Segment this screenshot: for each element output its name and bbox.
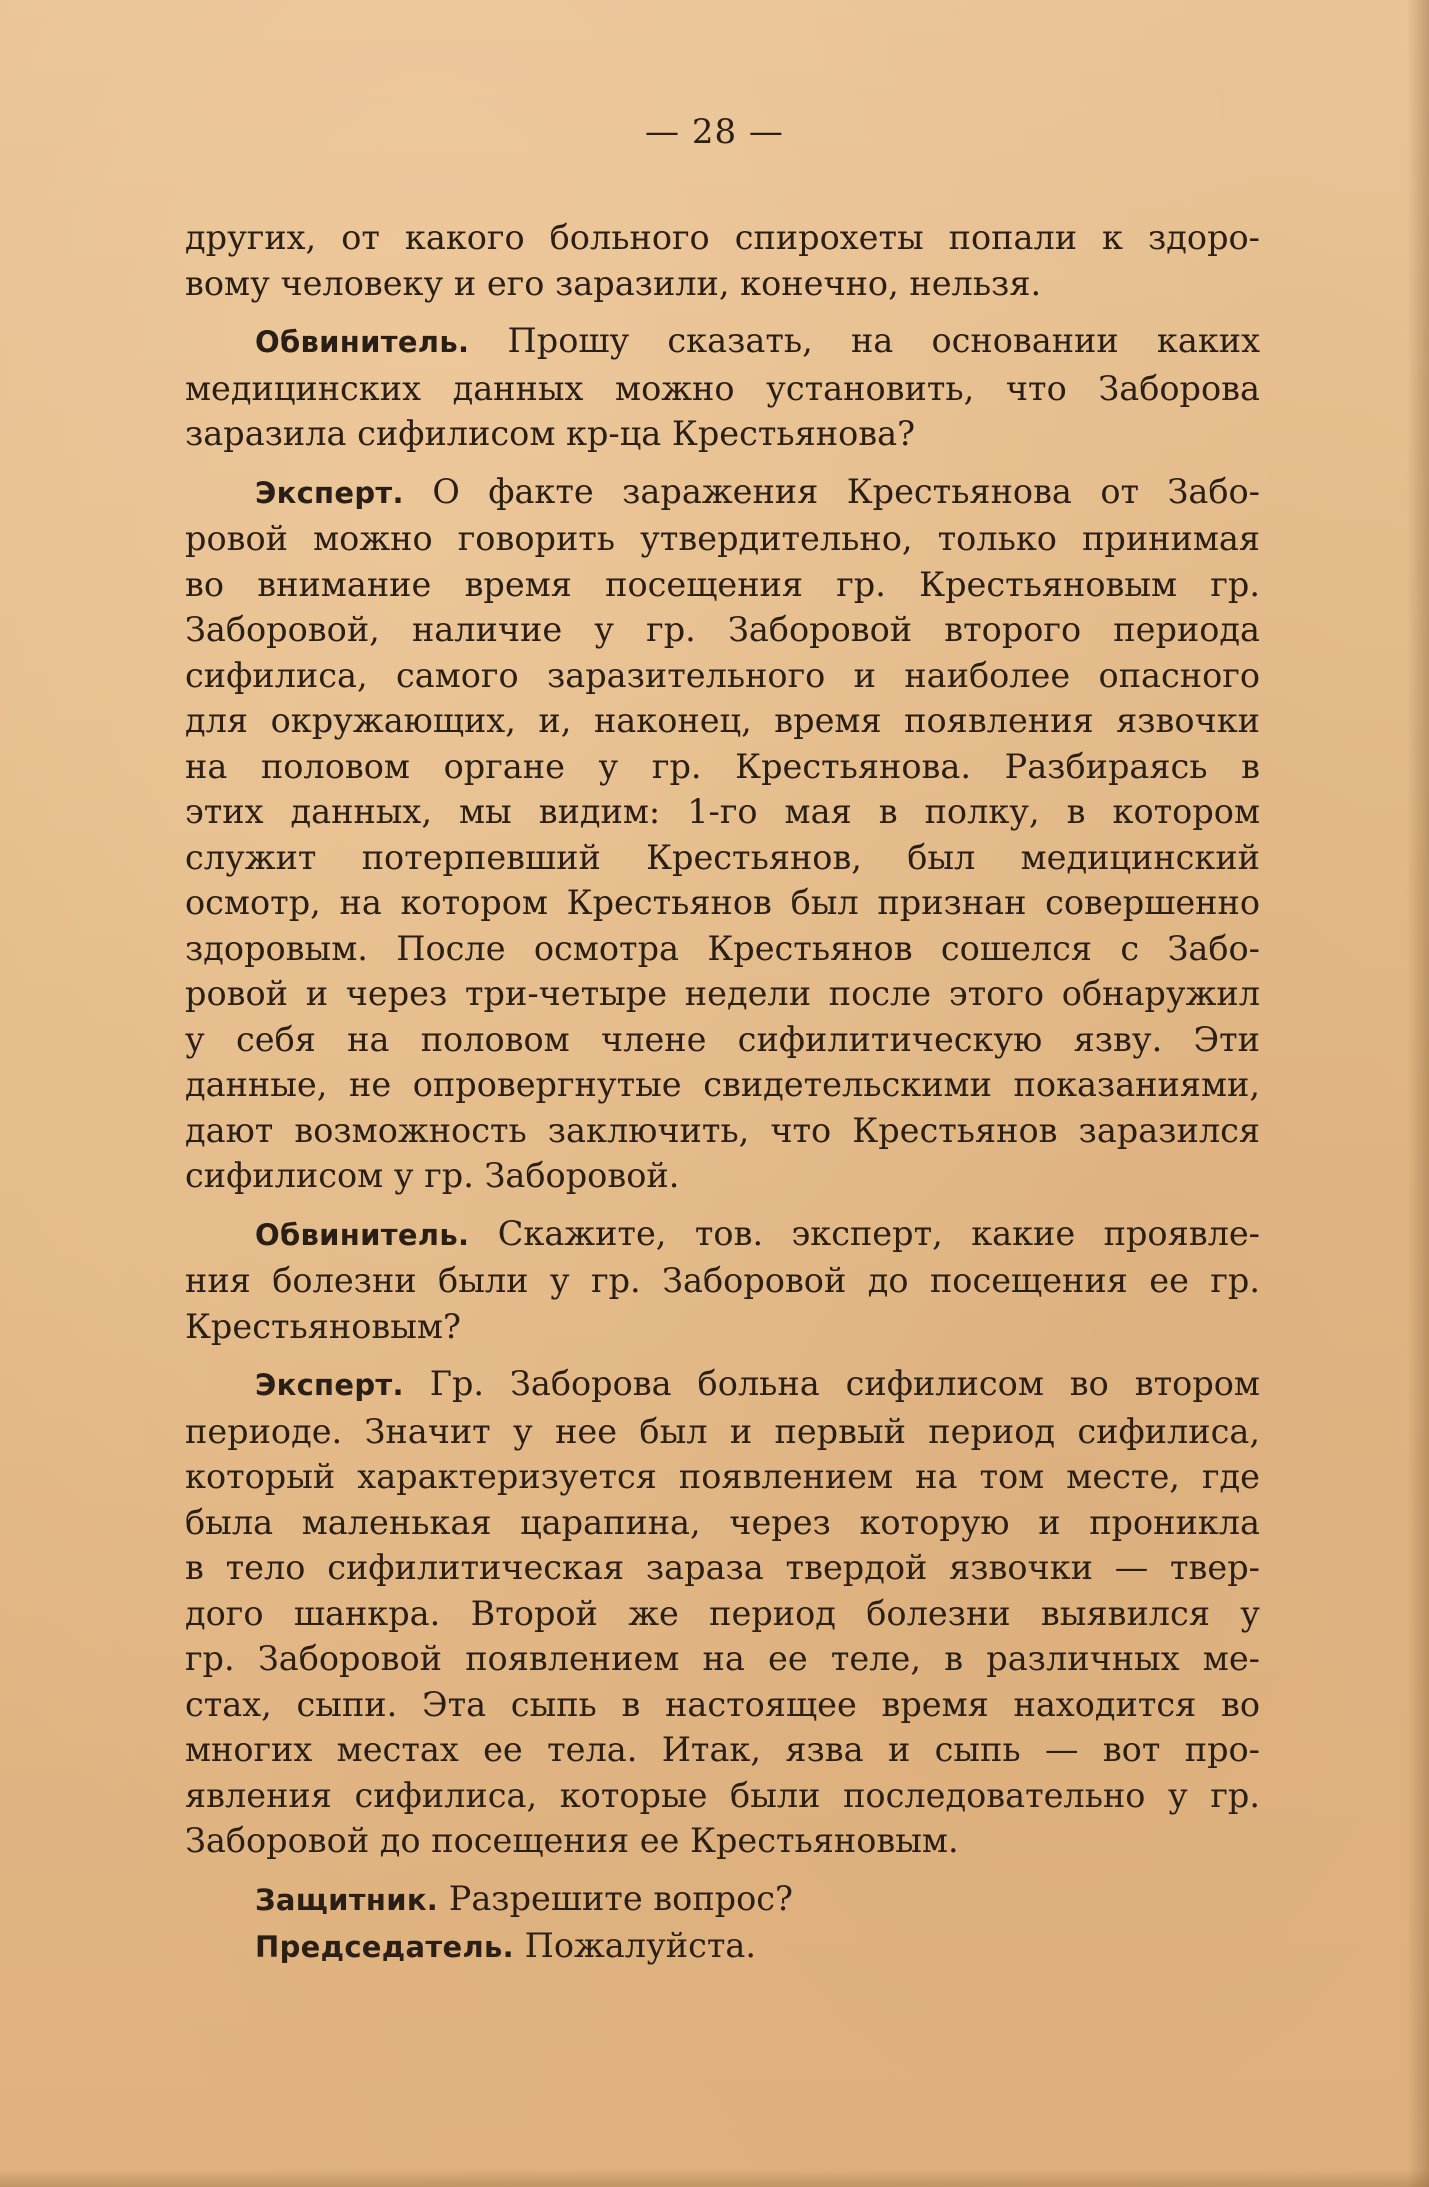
speaker-label: Защитник. [255, 1882, 439, 1917]
text-line: других, от какого больного спирохеты попали к здоро- [185, 218, 1260, 257]
paragraph [185, 215, 1260, 306]
text-line: ровой и через три-четыре недели после этого обнаружил [185, 974, 1260, 1013]
text-line: в тело сифилитическая зараза твердой язвочки — твер- [185, 1548, 1260, 1587]
text-line-content: Пожалуйста. [524, 1926, 757, 1965]
text-line: заразила сифилисом кр-ца Крестьянова? [185, 414, 916, 453]
text-line: явления сифилиса, которые были последовательно у гр. [185, 1775, 1260, 1815]
text-line-content: Разрешите вопрос? [448, 1878, 794, 1918]
paragraph [185, 1211, 1260, 1350]
text-line: служит потерпевший Крестьянов, был медицинский [185, 837, 1260, 877]
text-line: данные, не опровергнутые свидетельскими показаниями, [185, 1065, 1260, 1104]
text-line: во внимание время посещения гр. Крестьяновым гр. [185, 564, 1260, 604]
text-line: была маленькая царапина, через которую и проникла [185, 1502, 1260, 1542]
paragraph [185, 1876, 1260, 1924]
page-number: — 28 — [645, 112, 784, 152]
text-line: ровой можно говорить утвердительно, только принимая [185, 519, 1260, 558]
text-line: стах, сыпи. Эта сыпь в настоящее время находится во [185, 1684, 1260, 1724]
text-line-content: Скажите, тов. эксперт, какие проявле- [497, 1213, 1260, 1253]
text-line-content: Гр. Заборова больна сифилисом во втором [429, 1364, 1260, 1403]
text-line: осмотр, на котором Крестьянов был признан совершенно [185, 883, 1260, 922]
text-line [185, 469, 1260, 517]
text-line: многих местах ее тела. Итак, язва и сыпь — вот про- [185, 1730, 1260, 1769]
text-line: вому человеку и его заразили, конечно, нельзя. [185, 263, 1042, 303]
text-line: медицинских данных можно установить, что Заборова [185, 368, 1260, 408]
paragraph [185, 1361, 1260, 1864]
text-line: Заборовой до посещения ее Крестьяновым. [185, 1821, 959, 1860]
text-line: который характеризуется появлением на том месте, где [185, 1457, 1260, 1496]
text-line-content: Прошу сказать, на основании каких [507, 321, 1260, 360]
text-line: дают возможность заключить, что Крестьянов заразился [185, 1110, 1260, 1150]
page-edge-shadow [1407, 0, 1429, 2187]
text-line: гр. Заборовой появлением на ее теле, в различных ме- [185, 1639, 1260, 1678]
paragraph [185, 318, 1260, 457]
text-line: дого шанкра. Второй же период болезни выявился у [185, 1593, 1260, 1633]
page-bottom-shadow [0, 2169, 1429, 2187]
text-line: ния болезни были у гр. Заборовой до посещения ее гр. [185, 1261, 1260, 1300]
text-line: сифилиса, самого заразительного и наиболее опасного [185, 655, 1260, 695]
text-line [185, 1923, 1260, 1971]
text-line: Заборовой, наличие у гр. Заборовой второго периода [185, 610, 1260, 649]
text-line [185, 1876, 1260, 1924]
speaker-label: Председатель. [255, 1930, 514, 1964]
speaker-label: Эксперт. [255, 475, 404, 510]
text-line [185, 1361, 1260, 1409]
text-line: сифилисом у гр. Заборовой. [185, 1156, 680, 1195]
paragraph [185, 469, 1260, 1199]
page-text [185, 215, 1260, 1971]
paragraph [185, 1923, 1260, 1971]
text-line: Крестьяновым? [185, 1306, 461, 1346]
text-line: здоровым. После осмотра Крестьянов сошелся с Забо- [185, 928, 1260, 968]
text-line [185, 1211, 1260, 1259]
text-line: периоде. Значит у нее был и первый период сифилиса, [185, 1411, 1260, 1451]
text-line-content: О факте заражения Крестьянова от Забо- [432, 471, 1260, 511]
text-line [185, 318, 1260, 366]
speaker-label: Эксперт. [255, 1368, 404, 1402]
speaker-label: Обвинитель. [255, 325, 470, 359]
text-line: для окружающих, и, наконец, время появления язвочки [185, 701, 1260, 740]
text-line: на половом органе у гр. Крестьянова. Разбираясь в [185, 746, 1260, 786]
text-line: у себя на половом члене сифилитическую язву. Эти [185, 1019, 1260, 1059]
text-line: этих данных, мы видим: 1-го мая в полку, в котором [185, 792, 1260, 831]
speaker-label: Обвинитель. [255, 1217, 470, 1252]
